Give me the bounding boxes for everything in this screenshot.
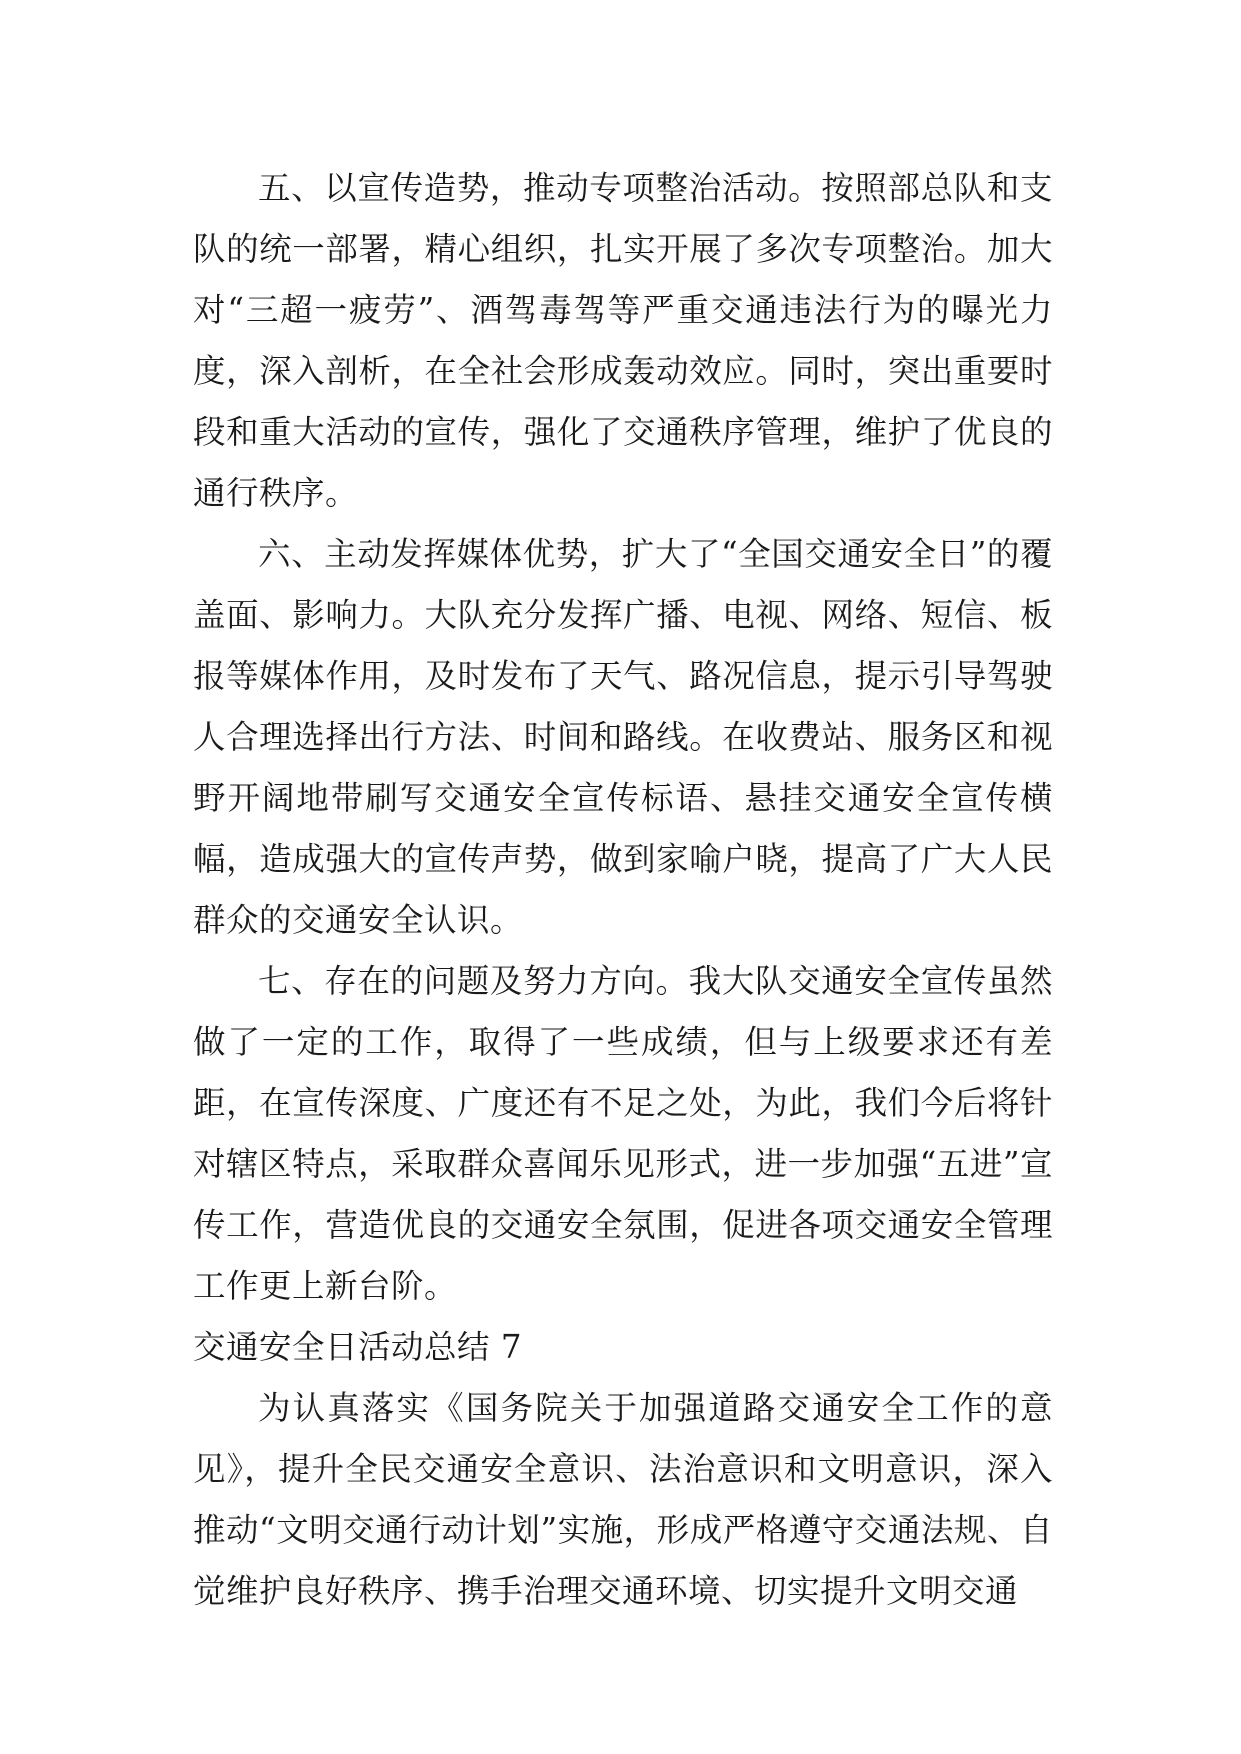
section-title: 交通安全日活动总结 7 bbox=[193, 1328, 523, 1366]
paragraph-seven: 七、存在的问题及努力方向。我大队交通安全宣传虽然做了一定的工作，取得了一些成绩，但与上级要求还有差距，在宣传深度、广度还有不足之处，为此，我们今后将针对辖区特点，采取群众喜闻乐见形式，进一步加强“五进”宣传工作，营造优良的交通安全氛围，促进各项交通安全管理工作更上新台阶。 bbox=[193, 962, 1053, 1305]
paragraph-five: 五、以宣传造势，推动专项整治活动。按照部总队和支队的统一部署，精心组织，扎实开展了多次专项整治。加大对“三超一疲劳”、酒驾毒驾等严重交通违法行为的曝光力度，深入剖析，在全社会形成轰动效应。同时，突出重要时段和重大活动的宣传，强化了交通秩序管理，维护了优良的通行秩序。 bbox=[193, 169, 1053, 512]
section-paragraph: 为认真落实《国务院关于加强道路交通安全工作的意见》，提升全民交通安全意识、法治意识和文明意识，深入推动“文明交通行动计划”实施，形成严格遵守交通法规、自觉维护良好秩序、携手治理交通环境、切实提升文明交通 bbox=[193, 1389, 1053, 1610]
paragraph-six: 六、主动发挥媒体优势，扩大了“全国交通安全日”的覆盖面、影响力。大队充分发挥广播、电视、网络、短信、板报等媒体作用，及时发布了天气、路况信息，提示引导驾驶人合理选择出行方法、时间和路线。在收费站、服务区和视野开阔地带刷写交通安全宣传标语、悬挂交通安全宣传横幅，造成强大的宣传声势，做到家喻户晓，提高了广大人民群众的交通安全认识。 bbox=[193, 535, 1053, 939]
document-body bbox=[193, 158, 1053, 1622]
